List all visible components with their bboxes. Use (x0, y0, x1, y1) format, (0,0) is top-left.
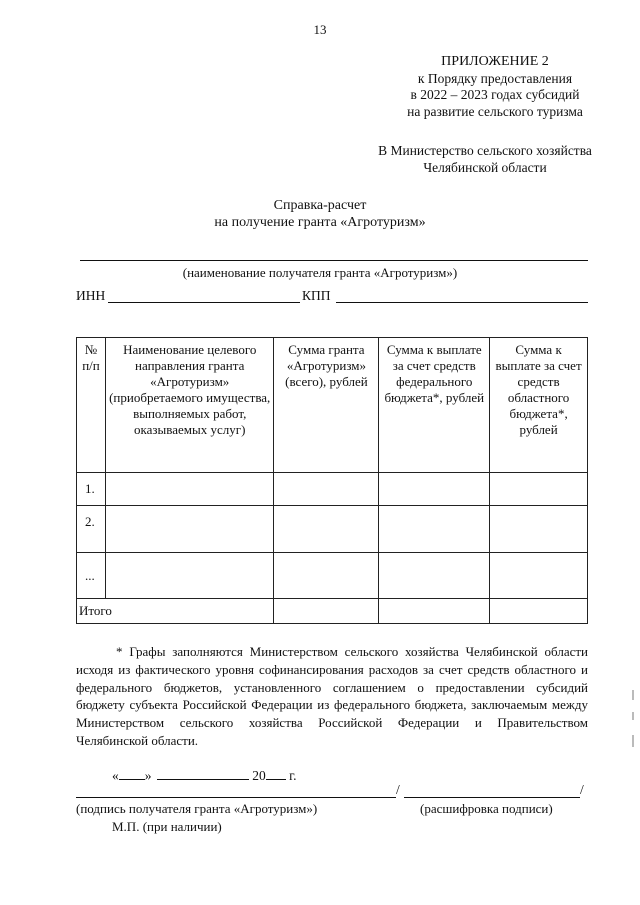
appendix-line-3: на развитие сельского туризма (407, 103, 583, 119)
table-cell[interactable] (379, 599, 490, 624)
header-number: № п/п (77, 338, 106, 473)
document-title-line-1: Справка-расчет (273, 198, 367, 213)
kpp-label: КПП (302, 288, 331, 303)
header-regional-budget: Сумма к выплате за счет средств областного бюджета*, рублей (490, 338, 588, 473)
date-day-field[interactable] (119, 766, 145, 780)
table-cell[interactable] (105, 506, 274, 553)
row-number: ... (77, 553, 106, 599)
scan-artifact (632, 712, 634, 720)
page-number: 13 (313, 22, 327, 37)
date-year-suffix: г. (289, 768, 297, 783)
signature-separator: / (396, 782, 400, 797)
signature-end-separator: / (580, 782, 584, 797)
signature-caption: (подпись получателя гранта «Агротуризм») (76, 801, 318, 816)
scan-artifact (632, 690, 634, 700)
decoding-caption: (расшифровка подписи) (420, 801, 553, 816)
table-row (77, 506, 588, 553)
kpp-field-line[interactable] (336, 302, 588, 303)
header-federal-budget: Сумма к выплате за счет средств федерального бюджета*, рублей (379, 338, 490, 473)
table-cell[interactable] (379, 506, 490, 553)
table-row (77, 553, 588, 599)
table-cell[interactable] (490, 506, 588, 553)
table-cell[interactable] (105, 473, 274, 506)
table-header-row (77, 338, 588, 473)
appendix-line-2: в 2022 – 2023 годах субсидий (410, 87, 580, 102)
date-open-quote: « (112, 768, 119, 783)
appendix-header (350, 54, 640, 120)
row-number: 2. (77, 506, 106, 553)
table-cell[interactable] (274, 473, 379, 506)
header-direction: Наименование целевого направления гранта «Агротуризм» (приобретаемого имущества, выполняемых работ, оказываемых услуг) (105, 338, 274, 473)
table-total-row (77, 599, 588, 624)
date-close-quote: » (144, 768, 152, 783)
row-number: 1. (77, 473, 106, 506)
addressee-line-1: В Министерство сельского хозяйства (378, 143, 592, 158)
table-row (77, 473, 588, 506)
document-title-line-2: на получение гранта «Агротуризм» (214, 215, 426, 230)
total-label: Итого (77, 599, 274, 624)
scan-artifact (632, 735, 634, 747)
footnote-text: * Графы заполняются Министерством сельского хозяйства Челябинской области исходя из фактического уровня софинансирования расходов за счет средств областного и федерального бюджетов, установленного соглашением о предоставлении субсидий бюджету субъекта Российской Федерации из федерального бюджета, заключаемым между Министерством сельского хозяйства Российской Федерации и Правительством Челябинской области. (76, 644, 588, 748)
inn-field-line[interactable] (108, 302, 300, 303)
table-cell[interactable] (105, 553, 274, 599)
appendix-line-1: к Порядку предоставления (417, 70, 573, 86)
signature-line[interactable] (76, 797, 396, 798)
table-cell[interactable] (274, 506, 379, 553)
table-cell[interactable] (274, 553, 379, 599)
stamp-note: М.П. (при наличии) (112, 819, 222, 834)
table-cell[interactable] (379, 473, 490, 506)
recipient-caption: (наименование получателя гранта «Агротуризм») (182, 265, 458, 280)
grant-calculation-table (76, 337, 588, 624)
header-grant-total: Сумма гранта «Агротуризм» (всего), рублей (274, 338, 379, 473)
signature-decoding-line[interactable] (404, 797, 580, 798)
footnote (76, 643, 588, 750)
document-title (0, 197, 640, 231)
date-year-prefix: 20 (252, 768, 266, 783)
inn-label: ИНН (76, 288, 106, 303)
date-line (112, 766, 297, 784)
date-year-field[interactable] (266, 766, 286, 780)
table-cell[interactable] (490, 553, 588, 599)
recipient-name-line[interactable] (80, 260, 588, 261)
date-month-field[interactable] (157, 766, 249, 780)
table-cell[interactable] (274, 599, 379, 624)
addressee (330, 142, 640, 176)
table-cell[interactable] (490, 599, 588, 624)
addressee-line-2: Челябинской области (423, 160, 547, 175)
table-cell[interactable] (379, 553, 490, 599)
appendix-title: ПРИЛОЖЕНИЕ 2 (441, 54, 549, 69)
table-cell[interactable] (490, 473, 588, 506)
